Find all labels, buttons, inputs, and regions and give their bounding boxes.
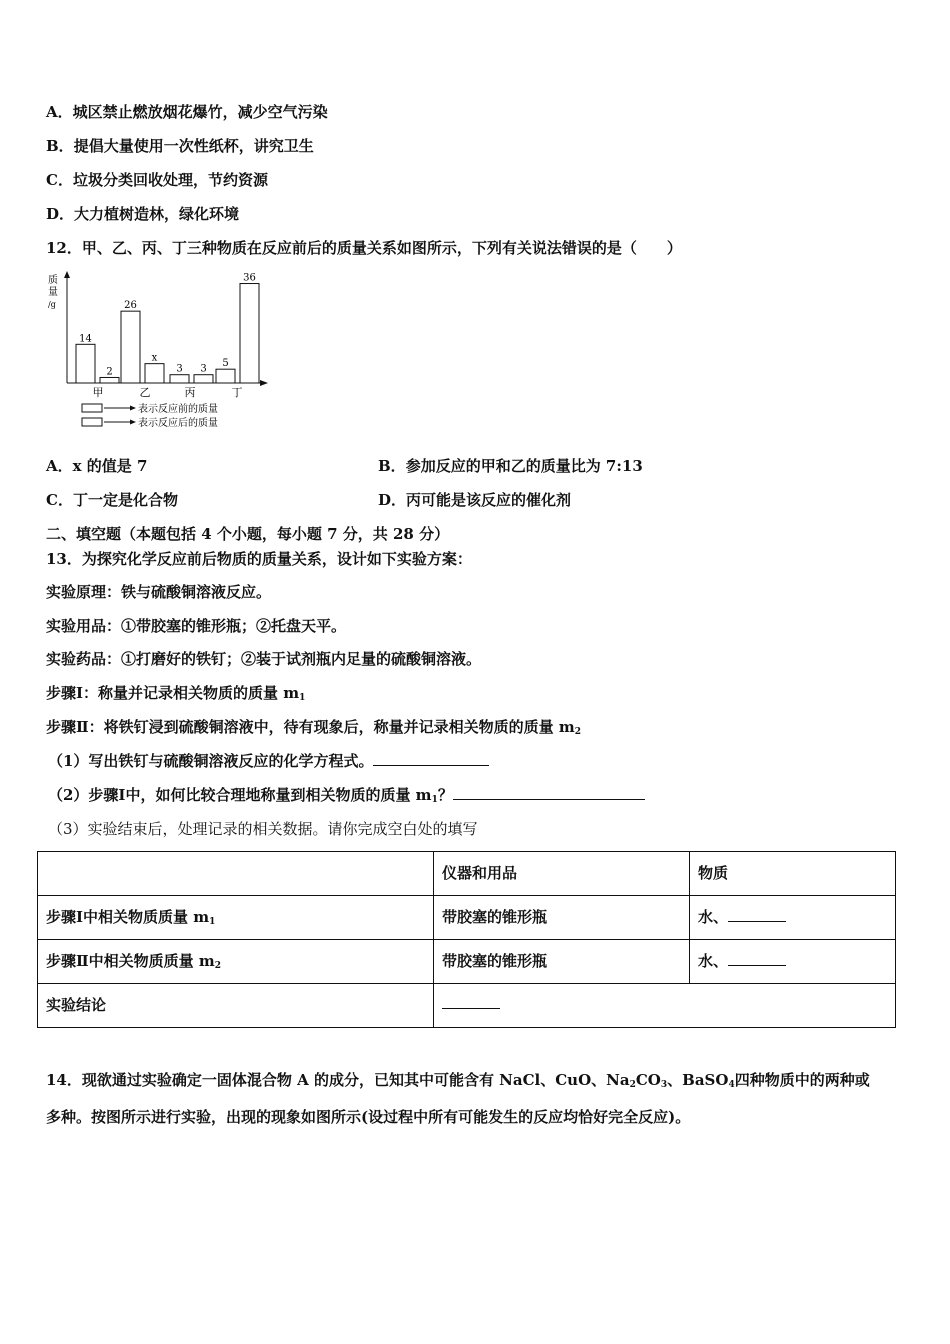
bar-after xyxy=(145,364,164,383)
q11-option-d: D．大力植树造林，绿化环境 xyxy=(46,205,240,223)
q13-sub3: （3）实验结束后，处理记录的相关数据。请你完成空白处的填写 xyxy=(48,820,478,838)
q12-option-a: A．x 的值是 7 xyxy=(46,457,148,475)
category-label: 丁 xyxy=(231,386,243,399)
y-axis-label-3: /g xyxy=(48,300,56,309)
table-cell-instrument: 带胶塞的锥形瓶 xyxy=(434,940,690,984)
q11-option-c: C．垃圾分类回收处理，节约资源 xyxy=(46,171,268,189)
table-cell-instrument: 带胶塞的锥形瓶 xyxy=(434,896,690,940)
q11-option-b: B．提倡大量使用一次性纸杯，讲究卫生 xyxy=(46,137,314,155)
q13-step2: 步骤Ⅱ：将铁钉浸到硫酸铜溶液中，待有现象后，称量并记录相关物质的质量 $m_2$ xyxy=(46,718,582,737)
table-cell-empty xyxy=(38,852,434,896)
bar-before xyxy=(121,311,140,383)
q13-principle: 实验原理：铁与硫酸铜溶液反应。 xyxy=(46,583,272,601)
answer-blank[interactable] xyxy=(453,785,645,800)
legend-box-before xyxy=(82,404,102,412)
table-row xyxy=(38,896,896,940)
bar-before xyxy=(216,369,235,383)
legend-box-after xyxy=(82,418,102,426)
bar-after xyxy=(240,284,259,383)
bar-value-label: 14 xyxy=(79,333,92,345)
bar-after xyxy=(100,377,119,383)
category-label: 丙 xyxy=(184,386,196,399)
table-cell-substance: 水、 xyxy=(690,940,896,984)
table-cell-label: 实验结论 xyxy=(38,984,434,1028)
y-axis-label-2: 量 xyxy=(48,287,58,298)
table-row xyxy=(38,852,896,896)
table-cell-label: 步骤Ⅱ中相关物质质量 $m_2$ xyxy=(38,940,434,984)
q12-stem: 12．甲、乙、丙、丁三种物质在反应前后的质量关系如图所示，下列有关说法错误的是（ ） xyxy=(46,239,682,257)
table-row xyxy=(38,940,896,984)
table-cell-label: 步骤Ⅰ中相关物质质量 $m_1$ xyxy=(38,896,434,940)
q14-line2: 多种。按图所示进行实验，出现的现象如图所示(设过程中所有可能发生的反应均恰好完全反应)。 xyxy=(46,1108,691,1126)
q13-reagents: 实验药品：①打磨好的铁钉；②装于试剂瓶内足量的硫酸铜溶液。 xyxy=(46,650,482,668)
q13-supplies: 实验用品：①带胶塞的锥形瓶；②托盘天平。 xyxy=(46,617,347,635)
legend-arrow-head xyxy=(130,406,136,411)
y-axis-label-1: 质 xyxy=(48,275,58,286)
answer-blank[interactable] xyxy=(728,907,786,922)
q12-bar-chart xyxy=(40,268,280,432)
legend-label-after: 表示反应后的质量 xyxy=(138,418,218,429)
q11-option-a: A．城区禁止燃放烟花爆竹，减少空气污染 xyxy=(46,103,328,121)
q13-step1: 步骤Ⅰ：称量并记录相关物质的质量 $m_1$ xyxy=(46,684,306,703)
bar-value-label: x xyxy=(151,352,158,364)
section-title: 二、填空题（本题包括 4 个小题，每小题 7 分，共 28 分） xyxy=(46,525,450,543)
table-cell-conclusion xyxy=(434,984,896,1028)
legend-arrow-head xyxy=(130,420,136,425)
q12-option-b: B．参加反应的甲和乙的质量比为 7:13 xyxy=(378,457,643,475)
table-cell-substance: 水、 xyxy=(690,896,896,940)
bar-value-label: 2 xyxy=(106,366,113,378)
q12-option-d: D．丙可能是该反应的催化剂 xyxy=(378,491,572,509)
category-label: 甲 xyxy=(92,386,104,399)
category-label: 乙 xyxy=(139,386,151,399)
answer-blank[interactable] xyxy=(442,994,500,1009)
bar-value-label: 3 xyxy=(200,363,207,375)
bar-value-label: 36 xyxy=(243,272,256,284)
q12-option-c: C．丁一定是化合物 xyxy=(46,491,178,509)
bar-before xyxy=(170,375,189,383)
answer-blank[interactable] xyxy=(373,751,489,766)
table-row xyxy=(38,984,896,1028)
q13-stem: 13．为探究化学反应前后物质的质量关系，设计如下实验方案： xyxy=(46,550,472,568)
bar-value-label: 5 xyxy=(222,358,229,370)
bar-value-label: 3 xyxy=(176,363,183,375)
bar-before xyxy=(76,344,95,383)
bar-after xyxy=(194,375,213,383)
legend-label-before: 表示反应前的质量 xyxy=(138,404,218,415)
table-header-instrument: 仪器和用品 xyxy=(434,852,690,896)
q13-sub2: （2）步骤Ⅰ中，如何比较合理地称量到相关物质的质量 $m_1$？ xyxy=(48,785,645,810)
answer-blank[interactable] xyxy=(728,951,786,966)
q14-line1: 14．现欲通过实验确定一固体混合物 A 的成分，已知其中可能含有 NaCl、CuO、$Na_2CO_3$、BaSO$_4$四种物质中的两种或 xyxy=(46,1071,870,1090)
q13-sub1: （1）写出铁钉与硫酸铜溶液反应的化学方程式。 xyxy=(48,751,489,771)
table-header-substance: 物质 xyxy=(690,852,896,896)
bar-value-label: 26 xyxy=(124,300,137,312)
y-axis-arrow xyxy=(64,271,70,278)
x-axis-arrow xyxy=(260,380,268,386)
experiment-table xyxy=(37,851,896,1028)
